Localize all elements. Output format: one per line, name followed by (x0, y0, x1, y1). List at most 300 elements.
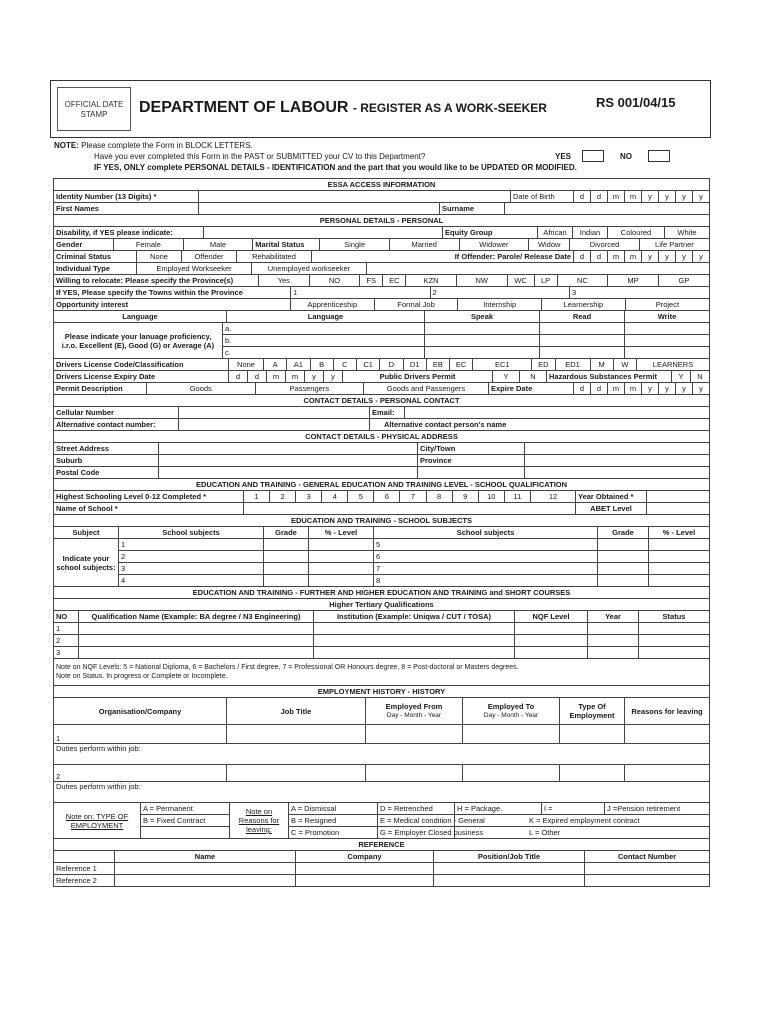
form-title (139, 99, 547, 117)
grade-header-right: Grade (598, 527, 649, 539)
level-header-right: % - Level (649, 527, 710, 539)
level-6[interactable]: 6 (374, 491, 400, 503)
job-row-2-to[interactable] (463, 765, 560, 782)
criminal-offender[interactable]: Offender (182, 251, 237, 262)
equity-white[interactable]: White (677, 228, 697, 237)
ref-name-header: Name (115, 851, 296, 863)
level-7-field[interactable] (649, 563, 710, 575)
permit-passengers[interactable]: Passengers (255, 383, 364, 394)
indicate-subjects-label: Indicate your school subjects: (54, 539, 119, 587)
level-8-field[interactable] (649, 575, 710, 587)
reason-l: L = Other (529, 828, 561, 837)
license-eb[interactable]: EB (426, 359, 449, 370)
town-2-field[interactable]: 2 (430, 287, 570, 298)
reason-k: K = Expired employment contract (455, 815, 710, 827)
qual-row-2-status[interactable] (639, 635, 710, 647)
individual-employed[interactable]: Employed Workseeker (137, 263, 252, 274)
parole-d1[interactable]: d (574, 251, 591, 262)
abet-label: ABET Level (576, 503, 647, 515)
parole-m1[interactable]: m (608, 251, 625, 262)
job-row-1-type[interactable] (560, 725, 625, 744)
read-a[interactable] (540, 323, 625, 335)
job-row-1-duties[interactable]: Duties perform within job: (54, 744, 709, 765)
dob-y1[interactable]: y (642, 191, 659, 202)
type-permanent: A = Permanent (141, 803, 230, 815)
highest-level-label: Highest Schooling Level 0-12 Completed * (54, 491, 244, 503)
job-row-2-org[interactable]: 2 (54, 765, 227, 782)
qual-row-2-name[interactable] (79, 635, 314, 647)
first-names-field[interactable] (199, 203, 440, 214)
permit-exp-y1[interactable]: y (642, 383, 659, 394)
grade-4[interactable] (264, 575, 309, 587)
marital-widower[interactable]: Widower (459, 239, 529, 250)
hazard-y[interactable]: Y (672, 371, 691, 382)
criminal-label: Criminal Status (54, 251, 137, 262)
license-m[interactable]: M (590, 359, 613, 370)
level-2-field[interactable] (309, 551, 374, 563)
reason-c: C = Promotion (289, 827, 378, 839)
license-ed1[interactable]: ED1 (555, 359, 590, 370)
level-1[interactable]: 1 (244, 491, 270, 503)
dob-d2[interactable]: d (591, 191, 608, 202)
reference-section-title: REFERENCE (54, 839, 710, 851)
qual-row-3-status[interactable] (639, 647, 710, 659)
expiry-d2[interactable]: d (248, 371, 267, 382)
note-line-1: Please complete the Form in BLOCK LETTERS. (81, 141, 253, 150)
gender-female[interactable]: Female (114, 239, 184, 250)
permit-goods[interactable]: Goods (147, 383, 256, 394)
qual-no-header: NO (54, 611, 79, 623)
reason-g: G = Employer Closed business (378, 827, 455, 839)
province-label: Province (418, 455, 525, 467)
level-header-left: % - Level (309, 527, 374, 539)
write-a[interactable] (625, 323, 710, 335)
proficiency-instructions: Please indicate your lanuage proficiency, i.r.o. Excellent (E), Good (G) or Average (A) (54, 323, 223, 358)
job-row-2-type[interactable] (560, 765, 625, 782)
ref-1-position[interactable] (434, 863, 585, 875)
license-none[interactable]: None (229, 359, 264, 370)
license-ec1[interactable]: EC1 (473, 359, 532, 370)
level-4[interactable]: 4 (322, 491, 348, 503)
province-kzn[interactable]: KZN (406, 275, 457, 286)
dob-y4[interactable]: y (699, 192, 703, 201)
job-row-1-org[interactable]: 1 (54, 725, 227, 744)
subjects-section-title: EDUCATION AND TRAINING - SCHOOL SUBJECTS (54, 515, 710, 527)
subject-6[interactable]: 6 (374, 551, 598, 563)
opp-learnership[interactable]: Learnership (542, 299, 626, 310)
write-b[interactable] (625, 335, 710, 347)
org-header: Organisation/Company (54, 698, 227, 725)
equity-coloured[interactable]: Coloured (608, 227, 665, 238)
speak-header: Speak (425, 311, 540, 322)
note-status: Note on Status. In progress or Complete or Incomplete. (56, 673, 228, 680)
job-row-2-title[interactable] (227, 765, 366, 782)
abet-field[interactable] (647, 503, 710, 515)
language-header: Language (54, 311, 227, 322)
parole-d2[interactable]: d (591, 251, 608, 262)
grade-1[interactable] (264, 539, 309, 551)
license-a[interactable]: A (264, 359, 287, 370)
license-w[interactable]: W (613, 359, 636, 370)
subject-1[interactable]: 1 (119, 539, 264, 551)
province-gp[interactable]: GP (678, 276, 690, 285)
expiry-y1[interactable]: y (305, 371, 324, 382)
postal-label: Postal Code (54, 467, 159, 479)
type-fixed-contract: B = Fixed Contract (141, 815, 230, 827)
grade-7[interactable] (598, 563, 649, 575)
suburb-label: Suburb (54, 455, 159, 467)
relocate-no[interactable]: NO (309, 275, 360, 286)
street-field[interactable] (159, 443, 418, 455)
cell-field[interactable] (179, 407, 370, 419)
job-row-1-from[interactable] (366, 725, 463, 744)
employed-from-format: Day - Month - Year (386, 712, 442, 719)
ref-1-name[interactable] (115, 863, 296, 875)
permit-exp-m2[interactable]: m (625, 383, 642, 394)
first-names-label: First Names (54, 203, 199, 214)
note-label: NOTE: (54, 141, 79, 150)
registration-form-table (53, 178, 710, 887)
marital-widow[interactable]: Widow (529, 239, 570, 250)
license-c[interactable]: C (333, 359, 356, 370)
alt-number-label: Alternative contact number: (54, 419, 179, 431)
employment-section-title: EMPLOYMENT HISTORY - HISTORY (54, 686, 710, 698)
note-type-employment: Note on: TYPE OF EMPLOYMENT (54, 803, 141, 838)
job-row-1-title[interactable] (227, 725, 366, 744)
permit-exp-y2[interactable]: y (659, 383, 676, 394)
read-header: Read (540, 311, 625, 322)
individual-type-label: Individual Type (54, 263, 137, 274)
year-obtained-field[interactable] (647, 491, 710, 503)
level-1-field[interactable] (309, 539, 374, 551)
form-subtitle: - REGISTER AS A WORK-SEEKER (352, 101, 547, 115)
equity-african[interactable]: African (538, 227, 573, 238)
license-a1[interactable]: A1 (287, 359, 310, 370)
marital-married[interactable]: Married (389, 239, 459, 250)
job-row-1-reason[interactable] (625, 725, 710, 744)
school-name-field[interactable] (244, 503, 576, 515)
subject-3[interactable]: 3 (119, 563, 264, 575)
marital-label: Marital Status (253, 239, 320, 250)
alt-number-field[interactable] (179, 419, 370, 431)
personal-section-title: PERSONAL DETAILS - PERSONAL (54, 215, 710, 227)
hazard-n[interactable]: N (697, 372, 703, 381)
disability-label: Disability, if YES please indicate: (54, 227, 204, 238)
no-label: NO (620, 152, 632, 161)
parole-y2[interactable]: y (659, 251, 676, 262)
expiry-m1[interactable]: m (267, 371, 286, 382)
license-c1[interactable]: C1 (357, 359, 380, 370)
province-wc[interactable]: WC (507, 275, 534, 286)
language-row-b[interactable]: b. (223, 335, 425, 347)
level-3[interactable]: 3 (296, 491, 322, 503)
expiry-y2[interactable]: y (324, 371, 343, 382)
qual-row-2-institution[interactable] (314, 635, 515, 647)
note-line-3: IF YES, ONLY complete PERSONAL DETAILS - IDENTIFICATION and the part that you would like to be UPDATED OR MODIFIED. (94, 163, 577, 172)
province-field[interactable] (525, 455, 710, 467)
cell-label: Cellular Number (54, 407, 179, 419)
year-obtained-label: Year Obtained * (576, 491, 647, 503)
year-header: Year (588, 611, 639, 623)
province-fs[interactable]: FS (360, 275, 383, 286)
instructions-note (54, 140, 709, 173)
reference-2-label: Reference 2 (54, 875, 115, 887)
equity-label: Equity Group (443, 227, 538, 238)
qual-row-2-nqf[interactable] (515, 635, 588, 647)
gender-male[interactable]: Male (183, 239, 253, 250)
town-3-field[interactable]: 3 (572, 288, 577, 297)
province-nc[interactable]: NC (557, 275, 608, 286)
town-1-field[interactable]: 1 (291, 287, 431, 298)
qual-row-1-institution[interactable] (314, 623, 515, 635)
ref-company-header: Company (296, 851, 434, 863)
reason-h: H = Package. (455, 803, 542, 815)
read-c[interactable] (540, 347, 625, 359)
read-b[interactable] (540, 335, 625, 347)
parole-y3[interactable]: y (676, 251, 693, 262)
further-education-title: EDUCATION AND TRAINING - FURTHER AND HIGHER EDUCATION AND TRAINING and SHORT COURSES (54, 587, 710, 599)
contact-section-title: CONTACT DETAILS - PERSONAL CONTACT (54, 395, 710, 407)
reason-i: I = (542, 803, 605, 815)
qual-row-1-nqf[interactable] (515, 623, 588, 635)
no-checkbox[interactable] (648, 150, 670, 162)
relocate-label: Willing to relocate: Please specify the Province(s) (54, 275, 259, 286)
pdp-n[interactable]: N (520, 371, 547, 382)
expiry-label: Drivers License Expiry Date (54, 371, 229, 382)
expire-date-label: Expire Date (489, 383, 574, 394)
criminal-none[interactable]: None (137, 251, 182, 262)
email-field[interactable] (405, 407, 710, 419)
drivers-code-label: Drivers License Code/Classification (54, 359, 229, 370)
qual-row-3-name[interactable] (79, 647, 314, 659)
level-3-field[interactable] (309, 563, 374, 575)
opp-project[interactable]: Project (655, 300, 680, 309)
grade-2[interactable] (264, 551, 309, 563)
qual-row-3-year[interactable] (588, 647, 639, 659)
write-header: Write (657, 312, 677, 321)
note-nqf-levels: Note on NQF Levels: 5 = National Diploma, 6 = Bachelors / First degree, 7 = Professional OR Honours degree, 8 = Post-doctoral or Masters degrees. (56, 664, 519, 671)
marital-divorced[interactable]: Divorced (570, 239, 640, 250)
expiry-m2[interactable]: m (286, 371, 305, 382)
level-12[interactable]: 12 (531, 491, 576, 503)
employed-to-header (463, 698, 560, 725)
reason-e: E = Medical condition - General (378, 815, 455, 827)
marital-life-partner[interactable]: Life Partner (655, 240, 694, 249)
level-5[interactable]: 5 (348, 491, 374, 503)
level-2[interactable]: 2 (270, 491, 296, 503)
reason-a: A = Dismissal (289, 803, 378, 815)
qual-row-2-no: 2 (54, 635, 79, 647)
subject-header: Subject (54, 527, 119, 539)
employed-from-label: Employed From (385, 702, 443, 711)
criminal-rehabilitated[interactable]: Rehabilitated (237, 251, 312, 262)
language-row-a[interactable]: a. (223, 323, 425, 335)
surname-label: Surname (440, 203, 505, 214)
dob-y2[interactable]: y (659, 191, 676, 202)
individual-unemployed[interactable]: Unemployed workseeker (252, 263, 367, 274)
dob-label: Date of Birth (511, 191, 574, 202)
hazard-label: Hazardous Substances Permit (547, 371, 672, 382)
level-8[interactable]: 8 (426, 491, 452, 503)
level-7[interactable]: 7 (400, 491, 426, 503)
level-5-field[interactable] (649, 539, 710, 551)
street-label: Street Address (54, 443, 159, 455)
reasons-leaving-header: Reasons for leaving (625, 698, 710, 725)
essa-section-title: ESSA ACCESS INFORMATION (54, 179, 710, 191)
language-header-2: Language (227, 311, 425, 322)
city-field[interactable] (525, 443, 710, 455)
language-row-c[interactable]: c. (223, 347, 425, 359)
gender-label: Gender (54, 239, 114, 250)
ref-1-company[interactable] (296, 863, 434, 875)
qual-row-1-name[interactable] (79, 623, 314, 635)
ref-1-contact[interactable] (585, 863, 710, 875)
reference-1-label: Reference 1 (54, 863, 115, 875)
suburb-field[interactable] (159, 455, 418, 467)
level-10[interactable]: 10 (478, 491, 504, 503)
permit-exp-y3[interactable]: y (676, 383, 693, 394)
towns-label: If YES, Please specify the Towns within the Province (54, 287, 291, 298)
department-name: DEPARTMENT OF LABOUR (139, 99, 349, 116)
license-d[interactable]: D (380, 359, 403, 370)
subject-5[interactable]: 5 (374, 539, 598, 551)
subject-4[interactable]: 4 (119, 575, 264, 587)
province-nw[interactable]: NW (456, 275, 507, 286)
city-label: City/Town (418, 443, 525, 455)
opportunity-label: Opportunity interest (54, 299, 291, 310)
qual-row-2-year[interactable] (588, 635, 639, 647)
marital-single[interactable]: Single (320, 239, 390, 250)
permit-exp-d2[interactable]: d (591, 383, 608, 394)
type-employment-header: Type Of Employment (560, 698, 625, 725)
license-learners[interactable]: LEARNERS (652, 360, 694, 369)
ref-2-contact[interactable] (585, 875, 710, 887)
form-header (50, 80, 711, 138)
job-row-2-duties[interactable]: Duties perform within job: (56, 782, 141, 791)
license-b[interactable]: B (310, 359, 333, 370)
level-4-field[interactable] (309, 575, 374, 587)
dob-d1[interactable]: d (574, 191, 591, 202)
qual-row-1-year[interactable] (588, 623, 639, 635)
write-c[interactable] (625, 347, 710, 359)
education-section-title: EDUCATION AND TRAINING - GENERAL EDUCATION AND TRAINING LEVEL - SCHOOL QUALIFICATION (54, 479, 710, 491)
grade-5[interactable] (598, 539, 649, 551)
school-name-label: Name of School * (54, 503, 244, 515)
ref-contact-header: Contact Number (585, 851, 710, 863)
permit-exp-d1[interactable]: d (574, 383, 591, 394)
level-6-field[interactable] (649, 551, 710, 563)
reason-d: D = Retrenched (378, 803, 455, 815)
employed-to-label: Employed To (487, 702, 535, 711)
pdp-y[interactable]: Y (493, 371, 520, 382)
reason-j: J =Pension retirement (605, 803, 710, 815)
ref-2-company[interactable] (296, 875, 434, 887)
note-reasons-leaving: Note on Reasons for leaving: (230, 803, 289, 838)
job-row-2-reason[interactable] (625, 765, 710, 782)
permit-exp-m1[interactable]: m (608, 383, 625, 394)
license-ec[interactable]: EC (450, 359, 473, 370)
speak-a[interactable] (425, 323, 540, 335)
ref-2-position[interactable] (434, 875, 585, 887)
expiry-d1[interactable]: d (229, 371, 248, 382)
grade-8[interactable] (598, 575, 649, 587)
opp-formal-job[interactable]: Formal Job (374, 299, 458, 310)
id-number-field[interactable] (199, 191, 511, 202)
license-ed[interactable]: ED (532, 359, 555, 370)
disability-field[interactable] (204, 227, 443, 238)
employed-to-format: Day - Month - Year (483, 712, 539, 719)
qual-row-3-nqf[interactable] (515, 647, 588, 659)
opp-internship[interactable]: Internship (458, 299, 542, 310)
license-d1[interactable]: D1 (403, 359, 426, 370)
yes-checkbox[interactable] (582, 150, 604, 162)
permit-goods-passengers[interactable]: Goods and Passengers (364, 383, 489, 394)
parole-label: If Offender: Parole/ Release Date (312, 251, 574, 262)
qual-row-3-no: 3 (54, 647, 79, 659)
id-number-label: Identity Number (13 Digits) * (54, 191, 199, 202)
subject-2[interactable]: 2 (119, 551, 264, 563)
school-subjects-header-left: School subjects (119, 527, 264, 539)
tertiary-title: Higher Tertiary Qualifications (54, 599, 710, 611)
qual-row-1-status[interactable] (639, 623, 710, 635)
job-row-1-to[interactable] (463, 725, 560, 744)
province-mp[interactable]: MP (608, 275, 659, 286)
equity-indian[interactable]: Indian (573, 227, 608, 238)
qual-row-3-institution[interactable] (314, 647, 515, 659)
subject-7[interactable]: 7 (374, 563, 598, 575)
grade-header-left: Grade (264, 527, 309, 539)
dob-m1[interactable]: m (608, 191, 625, 202)
employed-from-header (366, 698, 463, 725)
ref-2-name[interactable] (115, 875, 296, 887)
job-title-header: Job Title (227, 698, 366, 725)
form-page (50, 80, 711, 935)
speak-b[interactable] (425, 335, 540, 347)
level-11[interactable]: 11 (504, 491, 530, 503)
ref-position-header: Position/Job Title (434, 851, 585, 863)
email-label: Email: (370, 407, 405, 419)
job-row-2-from[interactable] (366, 765, 463, 782)
grade-6[interactable] (598, 551, 649, 563)
dob-y3[interactable]: y (676, 191, 693, 202)
form-reference-number: RS 001/04/15 (596, 95, 676, 110)
parole-m2[interactable]: m (625, 251, 642, 262)
grade-3[interactable] (264, 563, 309, 575)
parole-y4[interactable]: y (699, 252, 703, 261)
status-header: Status (639, 611, 710, 623)
province-ec[interactable]: EC (383, 275, 406, 286)
speak-c[interactable] (425, 347, 540, 359)
province-lp[interactable]: LP (534, 275, 557, 286)
institution-header: Institution (Example: Uniqwa / CUT / TOSA) (314, 611, 515, 623)
qual-name-header: Qualification Name (Example: BA degree / N3 Engineering) (79, 611, 314, 623)
dob-m2[interactable]: m (625, 191, 642, 202)
postal-field[interactable] (159, 467, 418, 479)
official-date-stamp-box: OFFICIAL DATE STAMP (57, 87, 131, 131)
alt-name-label[interactable]: Alternative contact person's name (384, 420, 507, 429)
permit-exp-y4[interactable]: y (699, 384, 703, 393)
pdp-label: Public Drivers Permit (343, 371, 493, 382)
qual-row-1-no: 1 (54, 623, 79, 635)
opp-apprenticeship[interactable]: Apprenticeship (291, 299, 375, 310)
yes-label: YES (555, 152, 572, 161)
parole-y1[interactable]: y (642, 251, 659, 262)
level-9[interactable]: 9 (452, 491, 478, 503)
subject-8[interactable]: 8 (374, 575, 598, 587)
relocate-yes[interactable]: Yes (259, 275, 310, 286)
note-line-2: Have you ever completed this Form in the PAST or SUBMITTED your CV to this Department? (94, 152, 426, 161)
surname-field[interactable] (505, 203, 710, 214)
